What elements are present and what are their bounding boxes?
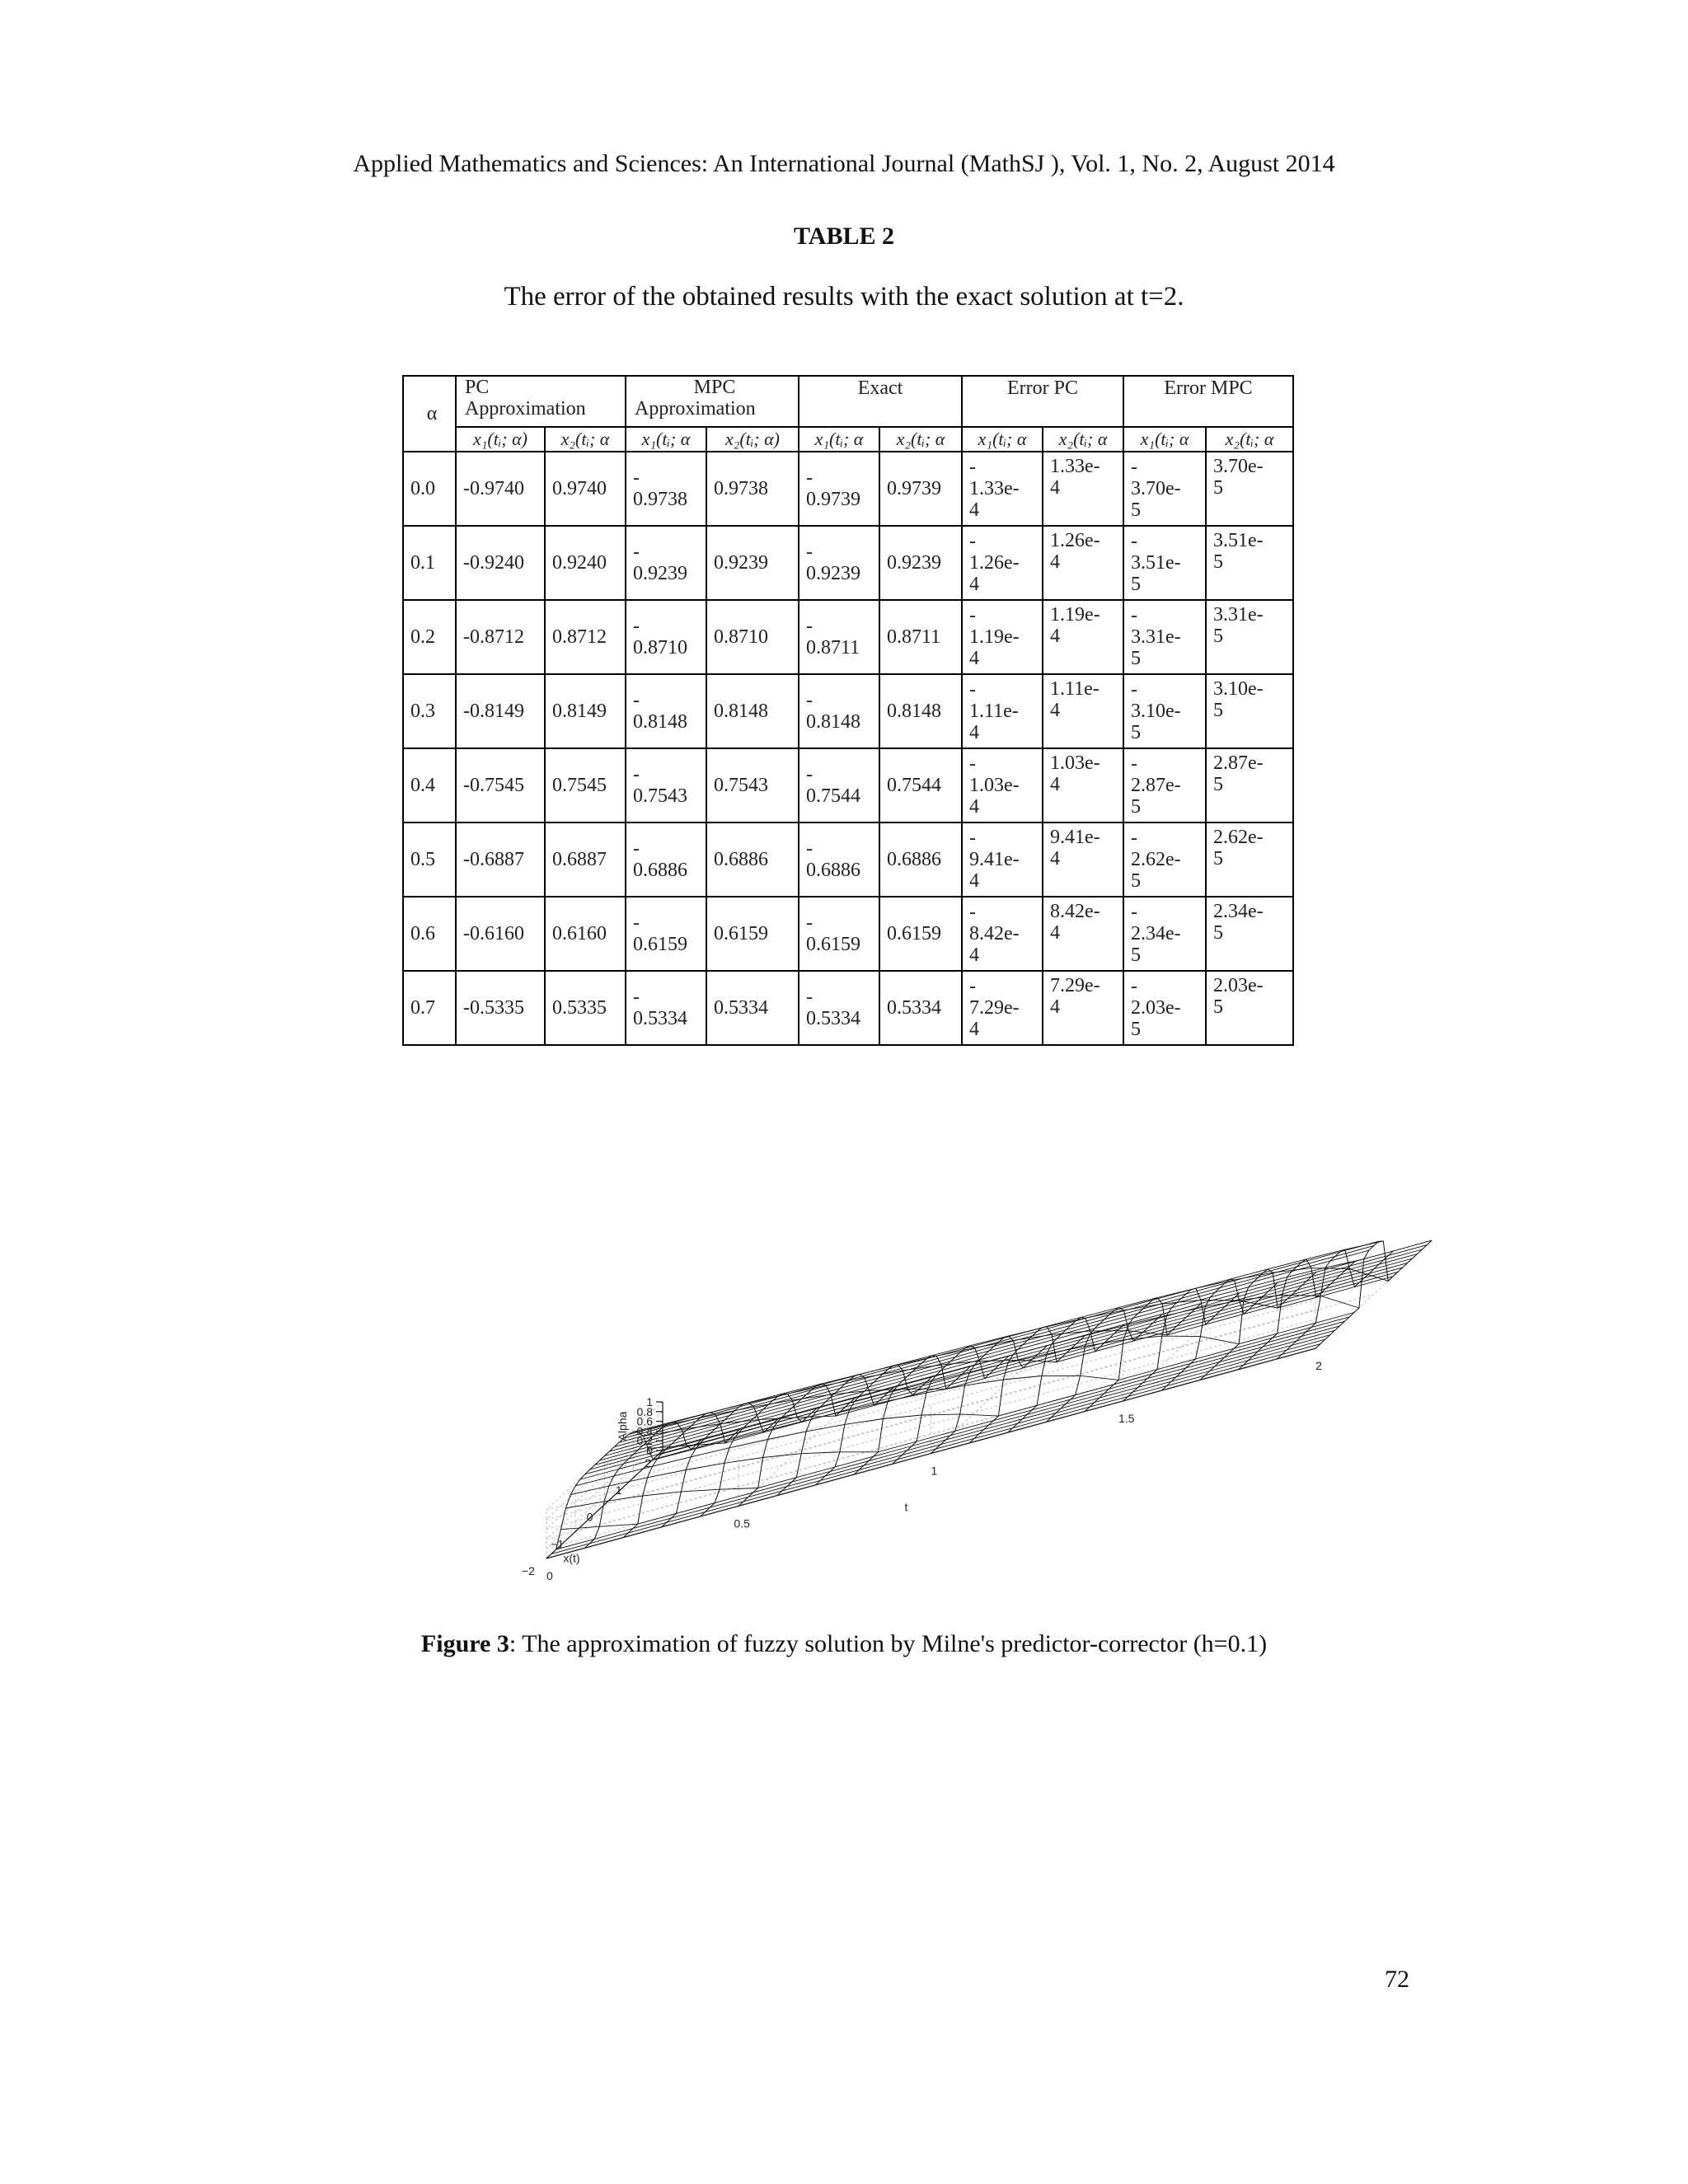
table-cell: 0.5335	[545, 971, 626, 1045]
table-cell: 0.5334	[706, 971, 799, 1045]
table-cell: 0.7545	[545, 748, 626, 823]
table-cell: -0.7545	[456, 748, 545, 823]
table-cell: 0.5	[403, 823, 456, 897]
table-cell: 0.6887	[545, 823, 626, 897]
y-tick-label: 1	[931, 1464, 938, 1478]
table-cell: 0.7543	[706, 748, 799, 823]
surface-line-x	[663, 1240, 1432, 1451]
table-cell: - 0.6159	[626, 897, 706, 971]
table-cell: - 0.5334	[799, 971, 879, 1045]
y-tick-label: 1.5	[1118, 1411, 1135, 1425]
z-tick-label: 0.2	[636, 1434, 653, 1448]
table-cell: - 0.9239	[799, 526, 879, 600]
surface-line-t	[1200, 1269, 1316, 1380]
table-cell: 0.6160	[545, 897, 626, 971]
z-tick-label: 0.6	[636, 1414, 653, 1428]
table-cell: 0.6886	[706, 823, 799, 897]
table-cell: - 0.7543	[626, 748, 706, 823]
table-cell: 2.03e- 5	[1206, 971, 1293, 1045]
group-header-mpc: MPC Approximation	[626, 376, 799, 427]
table-row	[403, 600, 1293, 674]
table-cell: -0.8149	[456, 674, 545, 748]
table-caption: The error of the obtained results with the exact solution at t=2.	[504, 282, 1184, 312]
table-cell: - 0.9739	[799, 452, 879, 526]
table-cell: 0.9239	[879, 526, 962, 600]
surface-line-x	[575, 1321, 1344, 1485]
table-cell: 0.9739	[879, 452, 962, 526]
subheader-cell: x₂(tᵢ; α	[545, 427, 626, 452]
table-cell: -0.6887	[456, 823, 545, 897]
table-title: TABLE 2	[794, 223, 894, 250]
table-cell: -0.9740	[456, 452, 545, 526]
table-cell: - 1.03e- 4	[962, 748, 1043, 823]
table-cell: 0.8710	[706, 600, 799, 674]
table-cell: 0.9240	[545, 526, 626, 600]
table-cell: 0.6159	[879, 897, 962, 971]
table-cell: - 2.87e- 5	[1123, 748, 1206, 823]
table-cell: 2.34e- 5	[1206, 897, 1293, 971]
subheader-cell: x₁(tᵢ; α	[1123, 427, 1206, 452]
table-cell: 2.87e- 5	[1206, 748, 1293, 823]
table-cell: 0.5334	[879, 971, 962, 1045]
group-header-pc: PC Approximation	[456, 376, 626, 427]
table-cell: 3.70e- 5	[1206, 452, 1293, 526]
table-cell: - 3.10e- 5	[1123, 674, 1206, 748]
x-tick-label: 2	[645, 1456, 651, 1469]
table-cell: - 3.31e- 5	[1123, 600, 1206, 674]
x-tick-label: −1	[551, 1537, 565, 1551]
table-row	[403, 823, 1293, 897]
table-cell: 0.9239	[706, 526, 799, 600]
x-axis-title: x(t)	[563, 1551, 580, 1565]
subheader-cell: x₁(tᵢ; α)	[456, 427, 545, 452]
figure-caption-text: : The approximation of fuzzy solution by Milne's predictor-corrector (h=0.1)	[509, 1630, 1268, 1657]
table-cell: - 2.62e- 5	[1123, 823, 1206, 897]
table-row	[403, 674, 1293, 748]
subheader-cell: x₂(tᵢ; α)	[706, 427, 799, 452]
table-cell: 0.8148	[879, 674, 962, 748]
table-cell: -0.5335	[456, 971, 545, 1045]
table-cell: -0.8712	[456, 600, 545, 674]
table-cell: 0.8712	[545, 600, 626, 674]
table-cell: 0.2	[403, 600, 456, 674]
table-cell: - 1.19e- 4	[962, 600, 1043, 674]
table-row	[403, 748, 1293, 823]
table-cell: 0.9738	[706, 452, 799, 526]
table-row	[403, 452, 1293, 526]
surface-line-x	[565, 1330, 1334, 1508]
table-cell: - 0.5334	[626, 971, 706, 1045]
table-cell: 0.0	[403, 452, 456, 526]
table-cell: 0.6159	[706, 897, 799, 971]
table-cell: 1.19e- 4	[1043, 600, 1123, 674]
figure-caption-label: Figure 3	[420, 1630, 509, 1657]
table-cell: - 0.9738	[626, 452, 706, 526]
table-cell: - 7.29e- 4	[962, 971, 1043, 1045]
table-cell: 0.7544	[879, 748, 962, 823]
z-tick-label: 0	[646, 1444, 653, 1457]
table-row	[403, 526, 1293, 600]
z-tick-label: 0.8	[636, 1404, 653, 1418]
page-number: 72	[1385, 1966, 1409, 1993]
x-tick-label: 0	[586, 1510, 593, 1524]
table-cell: 0.6886	[879, 823, 962, 897]
table-cell: 1.03e- 4	[1043, 748, 1123, 823]
table-cell: - 3.70e- 5	[1123, 452, 1206, 526]
table-cell: 1.26e- 4	[1043, 526, 1123, 600]
subheader-cell: x₂(tᵢ; α	[1043, 427, 1123, 452]
surface-line-x	[619, 1268, 1388, 1443]
table-cell: 0.6	[403, 897, 456, 971]
figure-caption	[0, 1630, 1688, 1658]
table-row	[403, 897, 1293, 971]
group-header-exact: Exact	[799, 376, 962, 427]
table-cell: - 0.6886	[626, 823, 706, 897]
table-cell: - 2.34e- 5	[1123, 897, 1206, 971]
surface-line-t	[816, 1365, 932, 1485]
table-cell: 0.8149	[545, 674, 626, 748]
table-cell: 0.1	[403, 526, 456, 600]
group-header-error-pc: Error PC	[962, 376, 1123, 427]
subheader-cell: x₁(tᵢ; α	[626, 427, 706, 452]
table-cell: - 3.51e- 5	[1123, 526, 1206, 600]
surface-line-x	[653, 1249, 1422, 1460]
table-cell: - 0.6886	[799, 823, 879, 897]
z-axis-title: Alpha	[616, 1411, 629, 1441]
y-tick-label: 0.5	[734, 1516, 750, 1530]
grid-line	[546, 1300, 1315, 1510]
table-row	[403, 971, 1293, 1045]
table-cell: -0.6160	[456, 897, 545, 971]
alpha-header: α	[403, 376, 456, 452]
z-tick-label: 1	[646, 1395, 653, 1408]
surface-line-x	[590, 1295, 1359, 1469]
results-table	[402, 375, 1294, 1046]
table-cell: 0.4	[403, 748, 456, 823]
table-cell: 1.33e- 4	[1043, 452, 1123, 526]
table-cell: - 0.8710	[626, 600, 706, 674]
table-cell: - 1.11e- 4	[962, 674, 1043, 748]
surface-line-x	[585, 1313, 1354, 1474]
table-cell: 8.42e- 4	[1043, 897, 1123, 971]
z-tick-label: 0.4	[636, 1424, 653, 1438]
table-cell: 3.31e- 5	[1206, 600, 1293, 674]
table-cell: 0.7	[403, 971, 456, 1045]
table-cell: 1.11e- 4	[1043, 674, 1123, 748]
table-cell: 3.51e- 5	[1206, 526, 1293, 600]
surface-line-t	[1277, 1249, 1393, 1359]
y-axis-title: t	[904, 1500, 908, 1514]
table-cell: - 0.9239	[626, 526, 706, 600]
table-cell: 3.10e- 5	[1206, 674, 1293, 748]
table-cell: 0.8148	[706, 674, 799, 748]
x-tick-label: 1	[615, 1483, 622, 1497]
surface-line-x	[629, 1272, 1398, 1434]
table-cell: 0.9740	[545, 452, 626, 526]
table-cell: - 0.7544	[799, 748, 879, 823]
table-cell: - 0.8148	[626, 674, 706, 748]
table-cell: - 1.33e- 4	[962, 452, 1043, 526]
table-cell: -0.9240	[456, 526, 545, 600]
surface-line-x	[624, 1277, 1393, 1438]
table-cell: 2.62e- 5	[1206, 823, 1293, 897]
group-header-error-mpc: Error MPC	[1123, 376, 1293, 427]
table-cell: 0.3	[403, 674, 456, 748]
x-tick-label: −2	[521, 1564, 535, 1578]
y-tick-label: 0	[546, 1569, 553, 1583]
surface-plot	[495, 1088, 1322, 1591]
subheader-cell: x₂(tᵢ; α	[879, 427, 962, 452]
running-header: Applied Mathematics and Sciences: An International Journal (MathSJ ), Vol. 1, No. 2, August 2014	[353, 150, 1335, 177]
table-cell: - 2.03e- 5	[1123, 971, 1206, 1045]
table-cell: - 1.26e- 4	[962, 526, 1043, 600]
table-cell: - 0.6159	[799, 897, 879, 971]
y-tick-label: 2	[1315, 1359, 1322, 1373]
table-cell: - 0.8711	[799, 600, 879, 674]
subheader-cell: x₁(tᵢ; α	[799, 427, 879, 452]
table-cell: 0.8711	[879, 600, 962, 674]
subheader-cell: x₂(tᵢ; α	[1206, 427, 1293, 452]
table-cell: - 8.42e- 4	[962, 897, 1043, 971]
subheader-cell: x₁(tᵢ; α	[962, 427, 1043, 452]
table-cell: 9.41e- 4	[1043, 823, 1123, 897]
table-cell: 7.29e- 4	[1043, 971, 1123, 1045]
table-cell: - 0.8148	[799, 674, 879, 748]
table-cell: - 9.41e- 4	[962, 823, 1043, 897]
